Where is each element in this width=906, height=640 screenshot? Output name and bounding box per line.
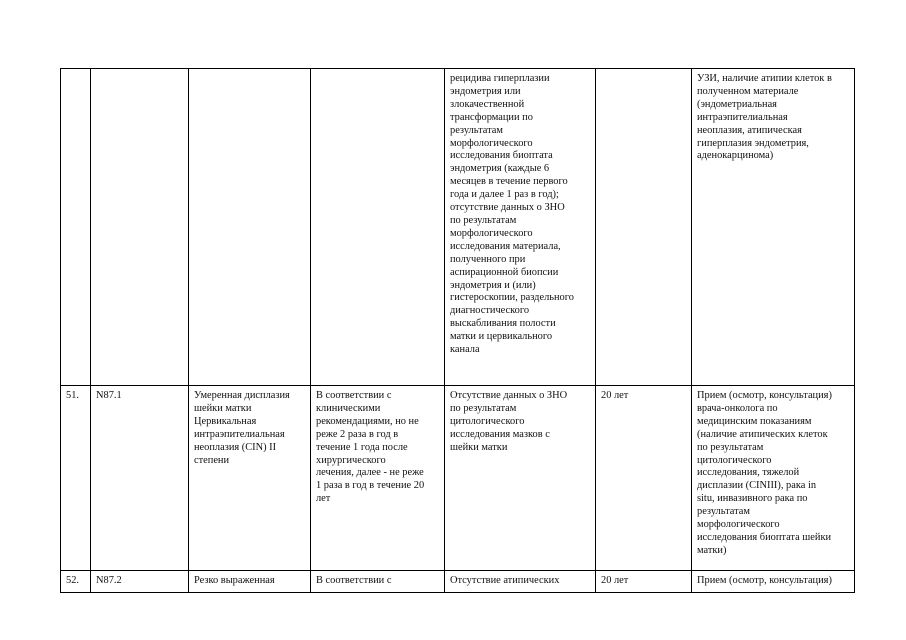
cell-text-line: рекомендациями, но не: [316, 415, 419, 427]
cell-text-line: по результатам: [697, 441, 764, 453]
cell-text-line: лечения, далее - не реже: [316, 467, 424, 479]
cell-text-line: (эндометриальная: [697, 98, 777, 110]
cell-text-line: реже 2 раза в год в: [316, 428, 399, 440]
action-cell: [692, 386, 855, 571]
cell-text-line: аспирационной биопсии: [450, 266, 559, 278]
cell-text-line: рецидива гиперплазии: [450, 73, 550, 84]
cell-text-line: полученного при: [450, 253, 526, 265]
cell-text-line: Цервикальная: [194, 415, 257, 427]
cell-text-line: Прием (осмотр, консультация): [697, 390, 832, 401]
duration-cell: 20 лет: [596, 571, 692, 593]
cell-text-line: матки и цервикального: [450, 331, 553, 343]
cell-text-line: Отсутствие данных о ЗНО: [450, 390, 568, 401]
cell-text-line: неоплазия (CIN) II: [194, 441, 277, 453]
diagnosis-cell: [189, 386, 311, 571]
cell-text-line: интраэпителиальная: [194, 428, 285, 440]
cell-text-line: морфологического: [450, 227, 533, 239]
cell-text-line: Умеренная дисплазия: [194, 390, 290, 401]
row-number-cell: 51.: [61, 386, 91, 571]
criteria-cell: [445, 69, 596, 386]
cell-text-line: УЗИ, наличие атипии клеток в: [697, 73, 832, 84]
cell-text-line: результатам: [450, 124, 503, 136]
action-cell: [692, 571, 855, 593]
cell-text-line: клиническими: [316, 402, 381, 414]
cell-text-line: выскабливания полости: [450, 318, 556, 330]
cell-text-line: медицинским показаниям: [697, 415, 812, 427]
cell-text-line: В соответствии с: [316, 390, 392, 401]
cell-text-line: по результатам: [450, 402, 517, 414]
cell-text-line: шейки матки: [450, 441, 508, 453]
cell-text-line: дисплазии (CINIII), рака in: [697, 480, 817, 492]
cell-text-line: исследования материала,: [450, 240, 561, 252]
cell-text-line: неоплазия, атипическая: [697, 124, 802, 136]
cell-text-line: года и далее 1 раз в год);: [450, 189, 559, 201]
cell-text-line: отсутствие данных о ЗНО: [450, 202, 565, 214]
cell-text-line: исследования мазков с: [450, 428, 550, 440]
cell-text-line: Прием (осмотр, консультация): [697, 575, 832, 586]
cell-text-line: Резко выраженная: [194, 575, 275, 586]
criteria-cell: [445, 571, 596, 593]
cell-text-line: исследования, тяжелой: [697, 467, 800, 479]
frequency-cell: [311, 69, 445, 386]
cell-text-line: Отсутствие атипических: [450, 575, 560, 586]
cell-text-line: эндометрия (каждые 6: [450, 163, 550, 175]
diagnosis-cell: [189, 571, 311, 593]
cell-text-line: результатам: [697, 506, 750, 518]
cell-text-line: по результатам: [450, 214, 517, 226]
cell-text-line: (наличие атипических клеток: [697, 428, 828, 440]
cell-text-line: В соответствии с: [316, 575, 392, 586]
cell-text-line: аденокарцинома): [697, 150, 774, 162]
cell-text-line: матки): [697, 544, 727, 556]
cell-text-line: лет: [316, 493, 331, 505]
cell-text-line: интраэпителиальная: [697, 111, 788, 123]
cell-text-line: 1 раза в год в течение 20: [316, 480, 425, 492]
table-row: [61, 571, 855, 593]
row-number-cell: 52.: [61, 571, 91, 593]
cell-text-line: диагностического: [450, 305, 530, 317]
cell-text-line: врача-онколога по: [697, 402, 778, 414]
cell-text-line: цитологического: [697, 454, 772, 466]
action-cell: [692, 69, 855, 386]
icd-code-cell: N87.2: [91, 571, 189, 593]
cell-text-line: цитологического: [450, 415, 525, 427]
cell-text-line: шейки матки: [194, 402, 252, 414]
cell-text-line: гистероскопии, раздельного: [450, 292, 574, 304]
cell-text-line: эндометрия и (или): [450, 279, 536, 291]
cell-text-line: трансформации по: [450, 111, 533, 123]
cell-text-line: situ, инвазивного рака по: [697, 493, 808, 505]
table-row: [61, 386, 855, 571]
criteria-cell: [445, 386, 596, 571]
cell-text-line: течение 1 года после: [316, 441, 408, 453]
row-number-cell: [61, 69, 91, 386]
cell-text-line: исследования биоптата: [450, 150, 553, 162]
cell-text-line: исследования биоптата шейки: [697, 531, 832, 543]
cell-text-line: канала: [450, 344, 480, 356]
cell-text-line: степени: [194, 454, 230, 466]
dispensary-observation-table: [60, 68, 855, 593]
cell-text-line: морфологического: [697, 519, 780, 531]
cell-text-line: злокачественной: [450, 98, 525, 110]
table-row: [61, 69, 855, 386]
icd-code-cell: N87.1: [91, 386, 189, 571]
cell-text-line: гиперплазия эндометрия,: [697, 137, 809, 149]
icd-code-cell: [91, 69, 189, 386]
duration-cell: [596, 69, 692, 386]
diagnosis-cell: [189, 69, 311, 386]
cell-text-line: эндометрия или: [450, 85, 521, 97]
cell-text-line: месяцев в течение первого: [450, 176, 568, 188]
duration-cell: 20 лет: [596, 386, 692, 571]
cell-text-line: морфологического: [450, 137, 533, 149]
frequency-cell: [311, 571, 445, 593]
cell-text-line: хирургического: [316, 454, 386, 466]
frequency-cell: [311, 386, 445, 571]
cell-text-line: полученном материале: [697, 85, 799, 97]
